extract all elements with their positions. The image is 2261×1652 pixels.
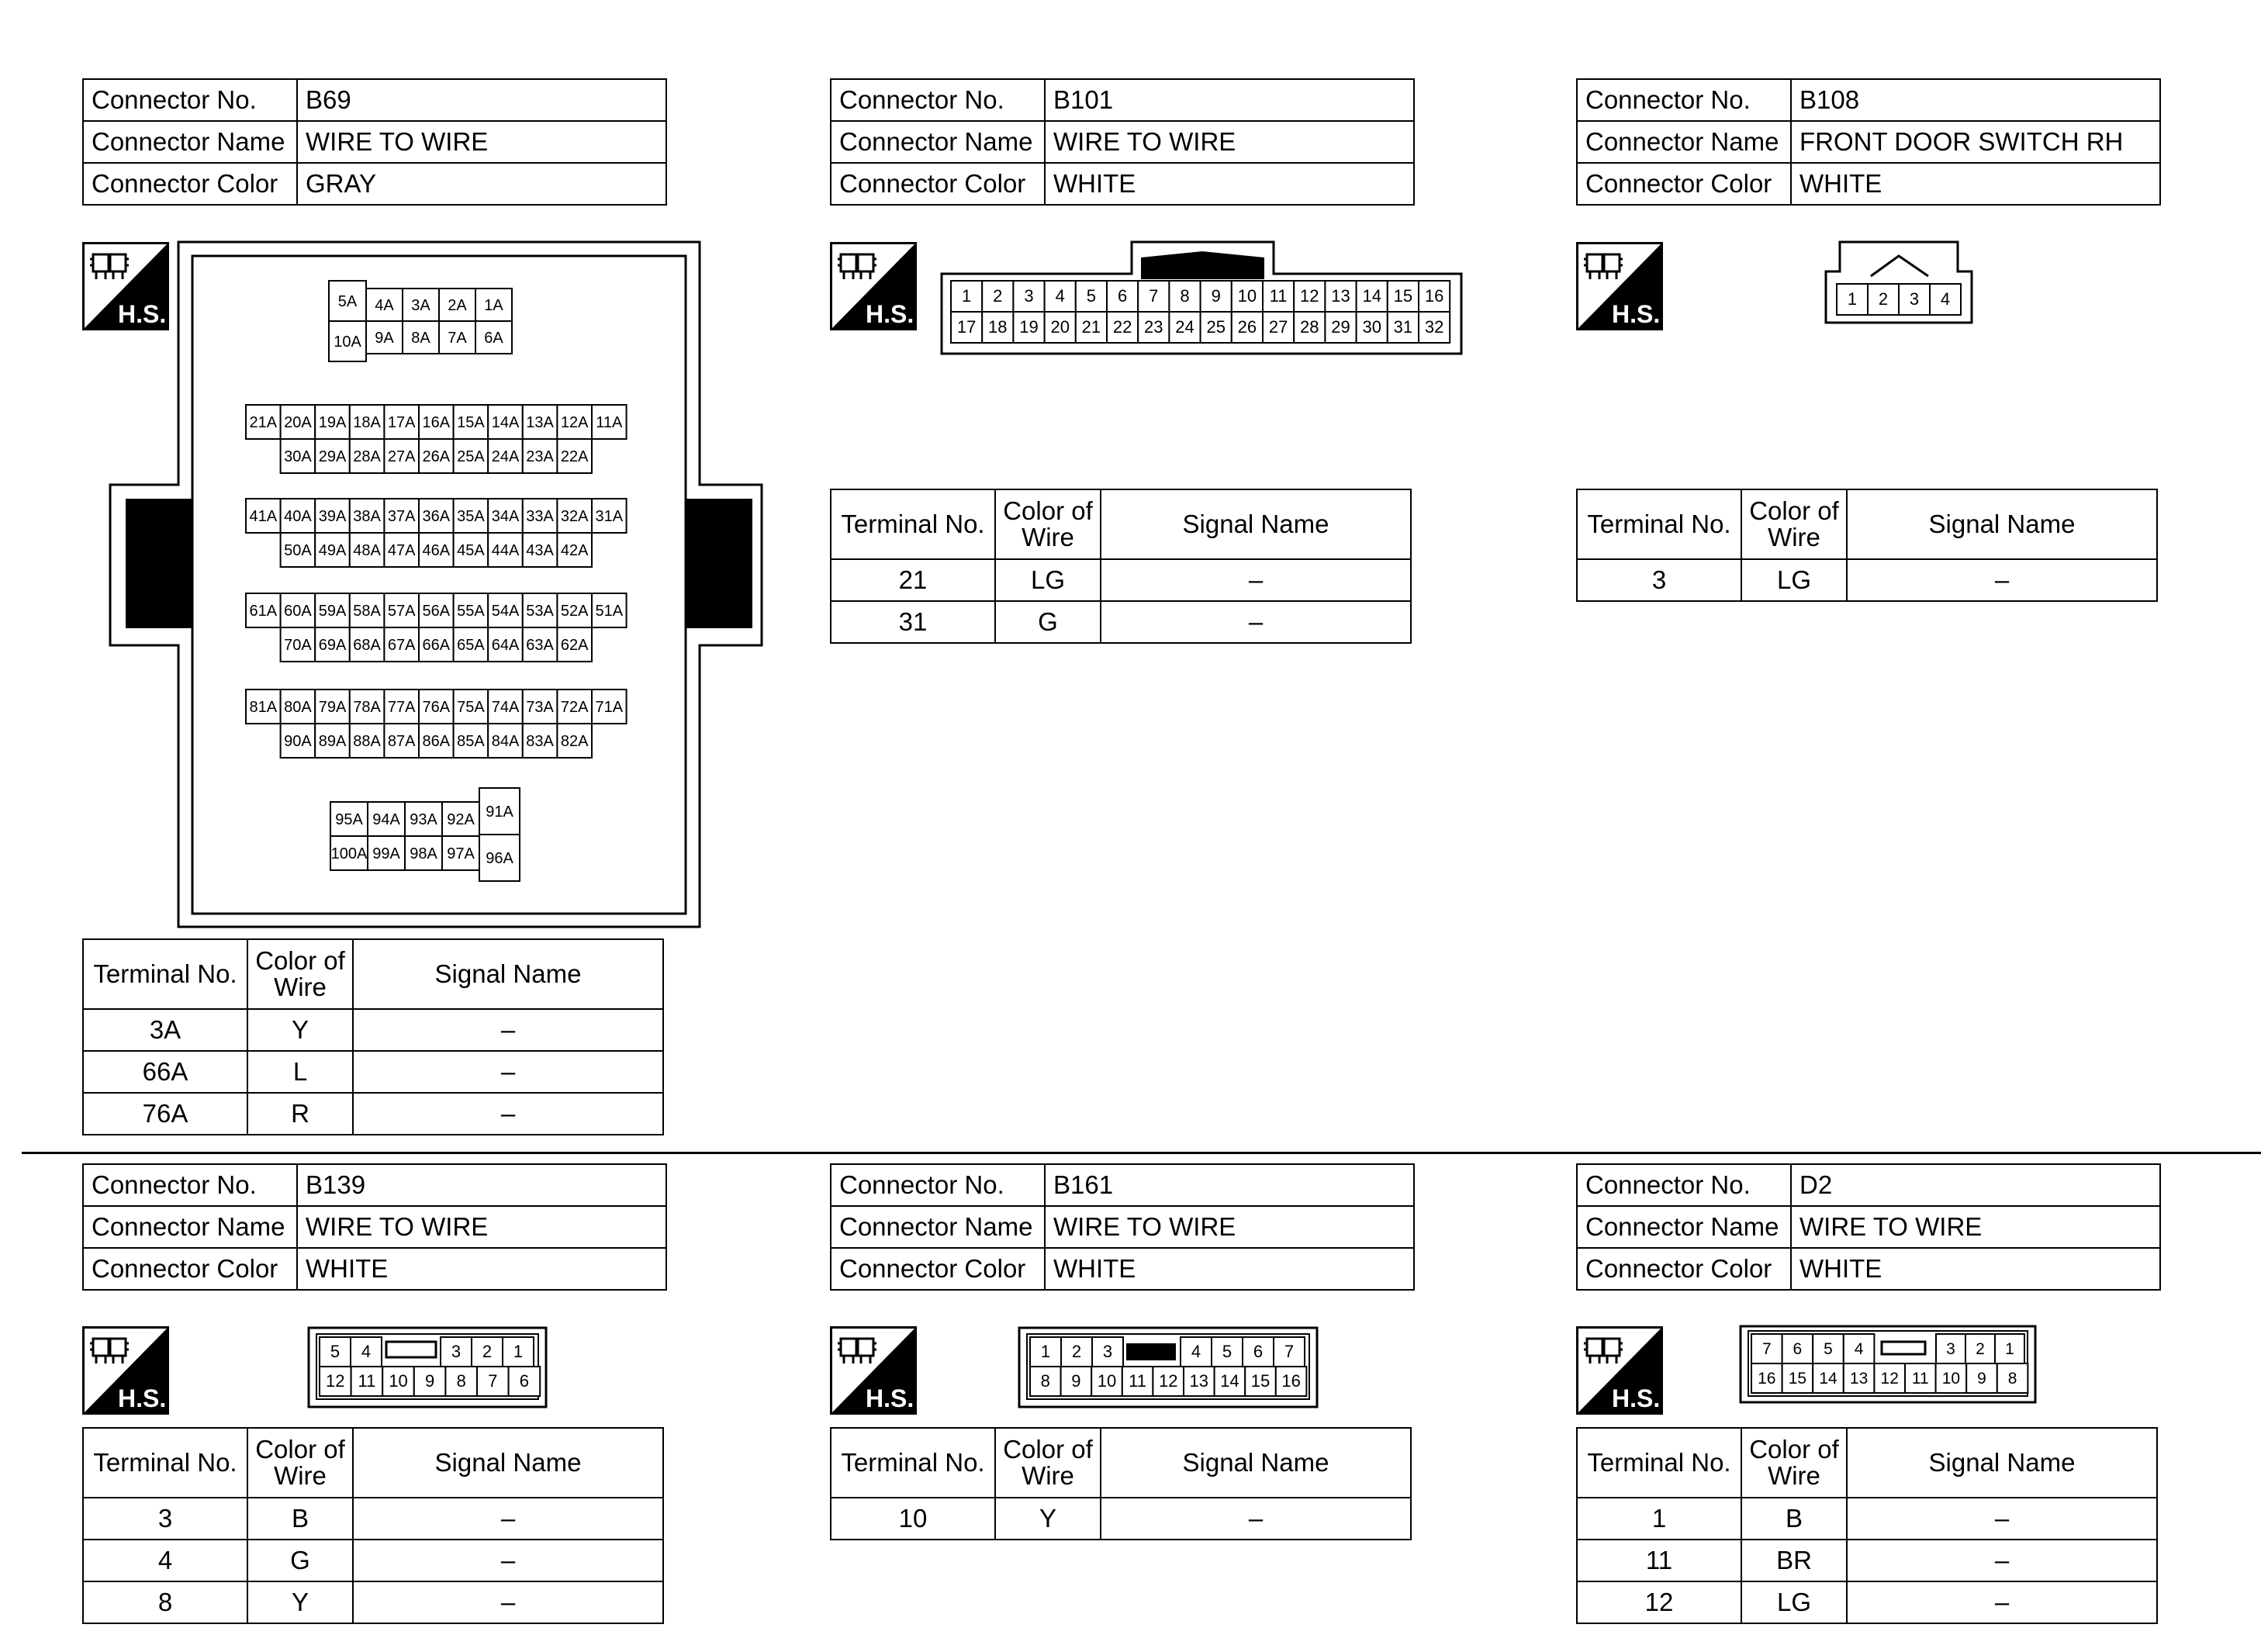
connector-diagram-d2 [1739,1325,2038,1405]
pin-label: 17 [956,317,977,337]
pin-label: 27 [1268,317,1288,337]
pin-label: 53A [526,603,554,620]
connector-no-value: B139 [297,1164,666,1206]
header-signal-name: Signal Name [1101,1428,1411,1498]
connector-no-value: B108 [1791,79,2160,121]
pin-label: 13 [1189,1371,1209,1391]
label-connector-name: Connector Name [831,1206,1045,1248]
pin-label: 7 [1761,1340,1772,1358]
pin-label: 15 [1393,286,1413,306]
pin-label: 2 [993,286,1003,306]
pin-label: 39A [318,508,347,525]
pin-label: 74A [491,699,520,716]
label-connector-no: Connector No. [1577,1164,1791,1206]
connector-name-value: WIRE TO WIRE [297,1206,666,1248]
header-color-of-wire: Color of Wire [1741,489,1847,559]
header-color-of-wire: Color of Wire [995,489,1101,559]
label-connector-no: Connector No. [831,1164,1045,1206]
connector-info-b139 [82,1163,667,1291]
right-latch [686,499,752,628]
pin-label: 48A [353,542,381,559]
pin-label: 19 [1019,317,1039,337]
pin-label: 4 [1191,1342,1201,1361]
connector-diagram-b139 [307,1326,549,1410]
label-connector-name: Connector Name [1577,1206,1791,1248]
pin-label: 16A [422,414,451,431]
pin-label: 38A [353,508,381,525]
pin-label: 22 [1112,317,1132,337]
pin-label: 47A [387,542,416,559]
pin-label: 11 [1129,1371,1147,1391]
connector-color-value: WHITE [1045,1248,1414,1290]
pin-label: 3 [1909,289,1920,309]
pin-label: 14A [491,414,520,431]
pin-label: 76A [422,699,451,716]
table-row: 1 B – [1577,1498,2157,1540]
header-color-of-wire: Color of Wire [995,1428,1101,1498]
pin-label: 69A [318,637,347,654]
label-connector-no: Connector No. [1577,79,1791,121]
connector-no-value: D2 [1791,1164,2160,1206]
pin-label: 3 [1946,1340,1955,1358]
connector-name-value: FRONT DOOR SWITCH RH [1791,121,2160,163]
connector-name-value: WIRE TO WIRE [1791,1206,2160,1248]
pin-label: 31A [595,508,624,525]
pin-label: 2 [482,1342,493,1361]
badge-label: H.S. [118,300,167,328]
pin-label: 30 [1362,317,1381,337]
pin-label: 91A [486,804,513,821]
pin-label: 18A [353,414,381,431]
pin-label: 11 [1269,286,1288,306]
pin-label: 1A [484,297,503,314]
pin-label: 25 [1206,317,1226,337]
terminal-table-d2 [1576,1427,2158,1624]
pin-label: 28A [353,448,381,465]
pin-label: 3 [1102,1342,1113,1361]
pin-label: 9 [424,1371,435,1391]
pin-label: 4 [361,1342,372,1361]
pin-label: 1 [1847,289,1858,309]
pin-label: 60A [284,603,312,620]
pin-label: 11A [596,414,623,431]
connector-no-value: B101 [1045,79,1414,121]
pin-label: 78A [353,699,381,716]
connector-no-value: B69 [297,79,666,121]
header-terminal-no: Terminal No. [1577,489,1741,559]
pin-label: 23A [526,448,554,465]
label-connector-no: Connector No. [83,79,297,121]
pin-label: 12 [326,1371,345,1391]
pin-label: 8 [1180,286,1190,306]
table-row: 76A R – [83,1093,663,1135]
header-signal-name: Signal Name [353,939,663,1009]
pin-label: 64A [491,637,520,654]
pin-label: 99A [372,845,400,862]
label-connector-no: Connector No. [831,79,1045,121]
pin-label: 9A [375,330,394,347]
pin-label: 6 [1793,1340,1803,1358]
pin-label: 98A [410,845,437,862]
pin-label: 40A [284,508,312,525]
pin-label: 51A [595,603,624,620]
pin-label: 79A [318,699,347,716]
pin-label: 27A [387,448,416,465]
connector-name-value: WIRE TO WIRE [1045,1206,1414,1248]
connector-no-value: B161 [1045,1164,1414,1206]
pin-label: 12 [1300,286,1319,306]
pin-label: 54A [491,603,520,620]
connector-color-value: GRAY [297,163,666,205]
pin-label: 12 [1880,1370,1899,1388]
pin-label: 93A [410,811,437,828]
pin-label: 5 [1222,1342,1232,1361]
pin-label: 1 [2005,1340,2014,1358]
label-connector-color: Connector Color [831,163,1045,205]
connector-info-b161 [830,1163,1415,1291]
pin-label: 31 [1393,317,1413,337]
pin-label: 85A [457,733,485,750]
table-row: 66A L – [83,1051,663,1093]
pin-label: 11 [358,1371,376,1391]
pin-label: 10 [1941,1370,1961,1388]
pin-label: 65A [457,637,485,654]
header-terminal-no: Terminal No. [831,489,995,559]
pin-label: 12A [560,414,589,431]
pin-label: 42A [560,542,589,559]
pin-label: 81A [249,699,278,716]
label-connector-name: Connector Name [83,121,297,163]
pin-label: 37A [387,508,416,525]
pin-label: 83A [526,733,554,750]
pin-label: 4 [1854,1340,1864,1358]
section-divider [22,1152,2261,1154]
table-row: 3 LG – [1577,559,2157,601]
pin-label: 9 [1977,1370,1986,1388]
pin-label: 8 [2007,1370,2017,1388]
pin-label: 46A [422,542,451,559]
pin-label: 1 [513,1342,524,1361]
table-row: 3A Y – [83,1009,663,1051]
pin-label: 50A [284,542,312,559]
pin-label: 63A [526,637,554,654]
table-row: 11 BR – [1577,1540,2157,1581]
pin-label: 90A [284,733,312,750]
pin-label: 7A [448,330,467,347]
pin-label: 11 [1911,1370,1929,1388]
header-color-of-wire: Color of Wire [1741,1428,1847,1498]
terminal-table-b101 [830,489,1412,644]
pin-label: 77A [387,699,416,716]
pin-label: 72A [560,699,589,716]
pin-label: 5A [337,293,358,310]
pin-label: 26A [422,448,451,465]
pin-label: 21A [249,414,278,431]
header-terminal-no: Terminal No. [1577,1428,1741,1498]
header-color-of-wire: Color of Wire [247,1428,353,1498]
pin-label: 56A [422,603,451,620]
label-connector-color: Connector Color [831,1248,1045,1290]
connector-info-b69 [82,78,667,206]
header-terminal-no: Terminal No. [831,1428,995,1498]
pin-label: 14 [1220,1371,1239,1391]
pin-label: 8 [456,1371,466,1391]
label-connector-color: Connector Color [83,1248,297,1290]
pin-label: 35A [457,508,485,525]
label-connector-name: Connector Name [831,121,1045,163]
pin-label: 5 [1086,286,1097,306]
terminal-table-b108 [1576,489,2158,602]
connector-name-value: WIRE TO WIRE [1045,121,1414,163]
pin-label: 100A [330,845,368,862]
pin-label: 14 [1819,1370,1837,1388]
pin-label: 16 [1281,1371,1301,1391]
pin-label: 19A [318,414,347,431]
svg-text:H.S.: H.S. [1612,300,1661,328]
connector-diagram-b161 [1018,1326,1320,1410]
pin-label: 84A [491,733,520,750]
pin-label: 2A [448,297,467,314]
pin-label: 17A [387,414,416,431]
pin-label: 57A [387,603,416,620]
pin-label: 22A [560,448,589,465]
pin-label: 3A [411,297,430,314]
pin-label: 73A [526,699,554,716]
terminal-table-b139 [82,1427,664,1624]
pin-label: 26 [1237,317,1257,337]
pin-label: 49A [318,542,347,559]
pin-label: 94A [372,811,400,828]
pin-label: 6 [519,1371,530,1391]
harness-side-badge [1576,242,1663,330]
table-row: 31 G – [831,601,1411,643]
table-row: 10 Y – [831,1498,1411,1540]
connector-diagram-b108 [1824,239,1975,326]
svg-text:H.S.: H.S. [866,1384,914,1412]
pin-label: 29 [1331,317,1350,337]
pin-label: 5 [330,1342,341,1361]
connector-color-value: WHITE [1791,163,2160,205]
pin-label: 24 [1175,317,1194,337]
pin-label: 87A [387,733,416,750]
pin-label: 3 [1024,286,1034,306]
pin-label: 6 [1253,1342,1264,1361]
connector-info-b108 [1576,78,2161,206]
pin-label: 20 [1050,317,1070,337]
pin-label: 28 [1300,317,1319,337]
pin-label: 96A [486,850,513,867]
pin-label: 82A [560,733,589,750]
pin-label: 44A [491,542,520,559]
pin-label: 9 [1211,286,1221,306]
pin-label: 8 [1040,1371,1050,1391]
pin-label: 20A [284,414,312,431]
pin-label: 2 [1878,289,1889,309]
connector-diagram-b69 [109,240,764,931]
pin-label: 21 [1081,317,1101,337]
pin-label: 13 [1849,1370,1869,1388]
connector-color-value: WHITE [297,1248,666,1290]
svg-text:H.S.: H.S. [1612,1384,1661,1412]
pin-label: 86A [422,733,451,750]
pin-label: 8A [411,330,430,347]
pin-label: 29A [318,448,347,465]
pin-label: 32A [560,508,589,525]
label-connector-color: Connector Color [1577,163,1791,205]
pin-label: 2 [1071,1342,1082,1361]
pin-label: 10 [389,1371,408,1391]
pin-label: 24A [491,448,520,465]
pin-label: 92A [447,811,475,828]
pin-label: 89A [318,733,347,750]
pin-label: 58A [353,603,381,620]
header-signal-name: Signal Name [1101,489,1411,559]
pin-label: 36A [422,508,451,525]
table-row: 4 G – [83,1540,663,1581]
pin-label: 10 [1237,286,1257,306]
label-connector-name: Connector Name [83,1206,297,1248]
header-terminal-no: Terminal No. [83,939,247,1009]
pin-label: 4A [375,297,394,314]
pin-label: 67A [387,637,416,654]
pin-label: 62A [560,637,589,654]
pin-label: 32 [1424,317,1444,337]
header-color-of-wire: Color of Wire [247,939,353,1009]
pin-label: 15 [1250,1371,1271,1391]
pin-label: 70A [284,637,312,654]
svg-text:H.S.: H.S. [866,300,914,328]
table-row: 21 LG – [831,559,1411,601]
pin-label: 14 [1362,286,1381,306]
header-signal-name: Signal Name [1847,1428,2157,1498]
terminal-table-b69 [82,938,664,1135]
pin-label: 55A [457,603,485,620]
pin-label: 43A [526,542,554,559]
pin-label: 33A [526,508,554,525]
harness-side-badge [82,1326,169,1415]
pin-label: 5 [1824,1340,1833,1358]
header-terminal-no: Terminal No. [83,1428,247,1498]
label-connector-no: Connector No. [83,1164,297,1206]
pin-label: 13A [526,414,554,431]
pin-label: 25A [457,448,485,465]
pin-label: 6A [484,330,503,347]
pin-label: 75A [457,699,485,716]
pin-label: 15A [457,414,485,431]
pin-label: 80A [284,699,312,716]
pin-label: 6 [1117,286,1128,306]
pin-label: 34A [491,508,520,525]
connector-info-d2 [1576,1163,2161,1291]
connector-diagram-b101 [940,240,1468,357]
pin-label: 15 [1788,1370,1807,1388]
table-row: 12 LG – [1577,1581,2157,1623]
pin-label: 16 [1424,286,1444,306]
pin-label: 16 [1758,1370,1776,1388]
pin-label: 9 [1071,1371,1081,1391]
connector-name-value: WIRE TO WIRE [297,121,666,163]
pin-label: 7 [488,1371,498,1391]
pin-label: 45A [457,542,485,559]
table-row: 8 Y – [83,1581,663,1623]
harness-side-badge [830,242,917,330]
terminal-table-b161 [830,1427,1412,1540]
pin-label: 68A [353,637,381,654]
pin-label: 12 [1158,1371,1178,1391]
pin-label: 52A [560,603,589,620]
pin-label: 7 [1149,286,1159,306]
pin-label: 10A [334,334,361,351]
header-signal-name: Signal Name [1847,489,2157,559]
pin-label: 61A [249,603,278,620]
table-row: 3 B – [83,1498,663,1540]
label-connector-color: Connector Color [1577,1248,1791,1290]
pin-label: 71A [595,699,624,716]
left-latch [126,499,192,628]
pin-label: 1 [1040,1342,1051,1361]
pin-label: 4 [1940,289,1951,309]
connector-color-value: WHITE [1045,163,1414,205]
pin-label: 66A [422,637,451,654]
svg-text:H.S.: H.S. [118,1384,167,1412]
pin-label: 30A [284,448,312,465]
pin-label: 2 [1976,1340,1985,1358]
header-signal-name: Signal Name [353,1428,663,1498]
label-connector-name: Connector Name [1577,121,1791,163]
pin-label: 7 [1284,1342,1295,1361]
pin-label: 13 [1331,286,1350,306]
pin-label: 95A [335,811,363,828]
pin-label: 10 [1097,1371,1117,1391]
pin-label: 18 [988,317,1008,337]
harness-side-badge [1576,1326,1663,1415]
harness-side-badge [830,1326,917,1415]
pin-label: 88A [353,733,381,750]
connector-color-value: WHITE [1791,1248,2160,1290]
pin-label: 97A [447,845,475,862]
pin-label: 23 [1144,317,1163,337]
label-connector-color: Connector Color [83,163,297,205]
pin-label: 4 [1055,286,1065,306]
pin-label: 3 [451,1342,462,1361]
connector-info-b101 [830,78,1415,206]
pin-label: 1 [961,286,972,306]
pin-label: 41A [249,508,278,525]
pin-label: 59A [318,603,347,620]
